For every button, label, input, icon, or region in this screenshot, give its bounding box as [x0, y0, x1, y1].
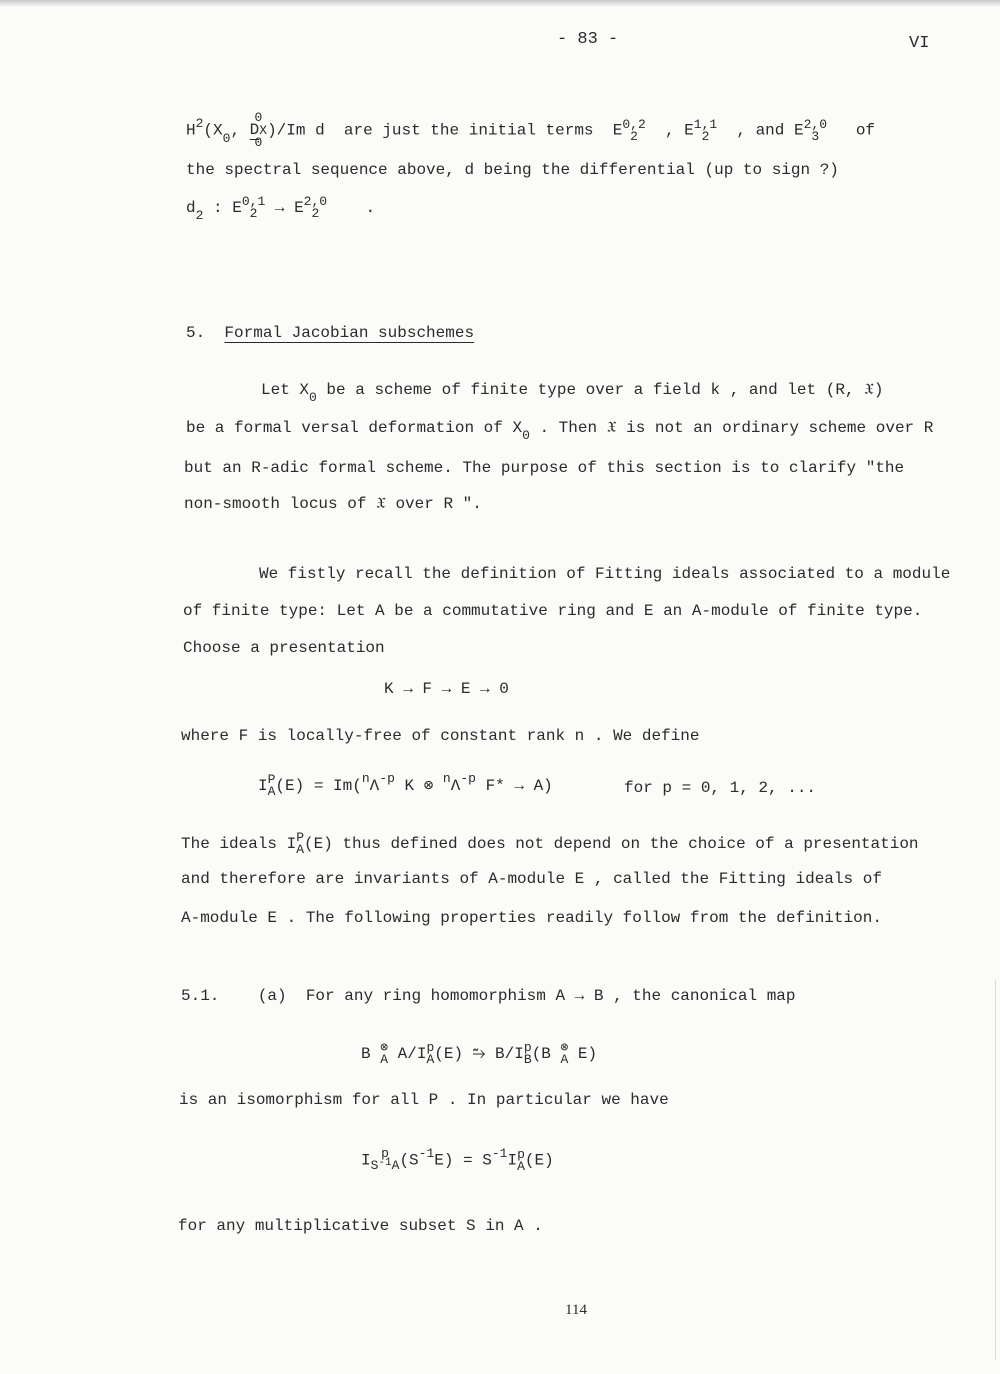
para1-line-3: but an R-adic formal scheme. The purpose of this section is to clarify "the: [184, 459, 905, 477]
para1-line-1: Let $X_0$ be a scheme of finite type over a field k , and let (R, 𝔛): [261, 381, 884, 405]
para2-line-7: A-module E . The following properties readily follow from the definition.: [181, 909, 882, 927]
intro-line-3: $d_2$ : E0,1 2 → E2,0 2 .: [186, 194, 376, 224]
fitting-ideal-formula: IP $A(E) = Im(^n\Lambda^{-p}$ K ⊗ $^n\Lambda^{-p}$ F* → A): [258, 771, 553, 799]
para2-line-2: of finite type: Let A be a commutative ring and E an A-module of finite type.: [183, 602, 923, 620]
formula-condition: for p = 0, 1, 2, ...: [624, 779, 817, 797]
prop-line-1: 5.1. (a) For any ring homomorphism A → B , the canonical map: [181, 987, 796, 1005]
page-label: - 83 -: [557, 30, 619, 49]
para1-line-2: be a formal versal deformation of $X_0$ . Then 𝔛 is not an ordinary scheme over R: [186, 419, 934, 443]
section-title: Formal Jacobian subschemes: [224, 324, 475, 342]
page-number: 114: [565, 1302, 587, 1318]
section-number: 5.: [186, 324, 206, 342]
para2-line-4: where F is locally-free of constant rank n . We define: [181, 727, 700, 745]
intro-line-1: $H^2(X_0$, 0 DX 0)/Im d are just the initial terms E0,2 2 , E1,1 2 , and E2,0 3 of: [186, 110, 876, 150]
para2-line-5: The ideals IP A(E) thus defined does not depend on the choice of a presentation: [181, 830, 919, 857]
intro-line-2: the spectral sequence above, d being the differential (up to sign ?): [186, 161, 839, 179]
para2-line-6: and therefore are invariants of A-module E , called the Fitting ideals of: [181, 870, 882, 888]
para2-line-3: Choose a presentation: [183, 639, 385, 657]
prop-number: 5.1.: [181, 987, 220, 1005]
para2-line-1: We fistly recall the definition of Fitting ideals associated to a module: [259, 565, 951, 583]
scan-top-edge: [0, 0, 1000, 6]
prop-line-2: is an isomorphism for all P . In particular we have: [179, 1091, 669, 1109]
chapter-label: VI: [909, 34, 930, 53]
para1-line-4: non-smooth locus of 𝔛 over R ".: [184, 495, 482, 513]
localization-display: I p $S^{-1}A(S^{-1}E) = S^{-1}Ip$ A(E): [361, 1145, 554, 1174]
scan-right-edge: [995, 980, 996, 1360]
prop-line-3: for any multiplicative subset S in A .: [178, 1217, 543, 1235]
isomorphism-display: B ⊗ A A/Ip A(E) ⥲ B/Ip B(B ⊗ A E): [361, 1040, 598, 1067]
section-heading: [186, 323, 474, 343]
presentation-display: K → F → E → 0: [384, 680, 509, 698]
